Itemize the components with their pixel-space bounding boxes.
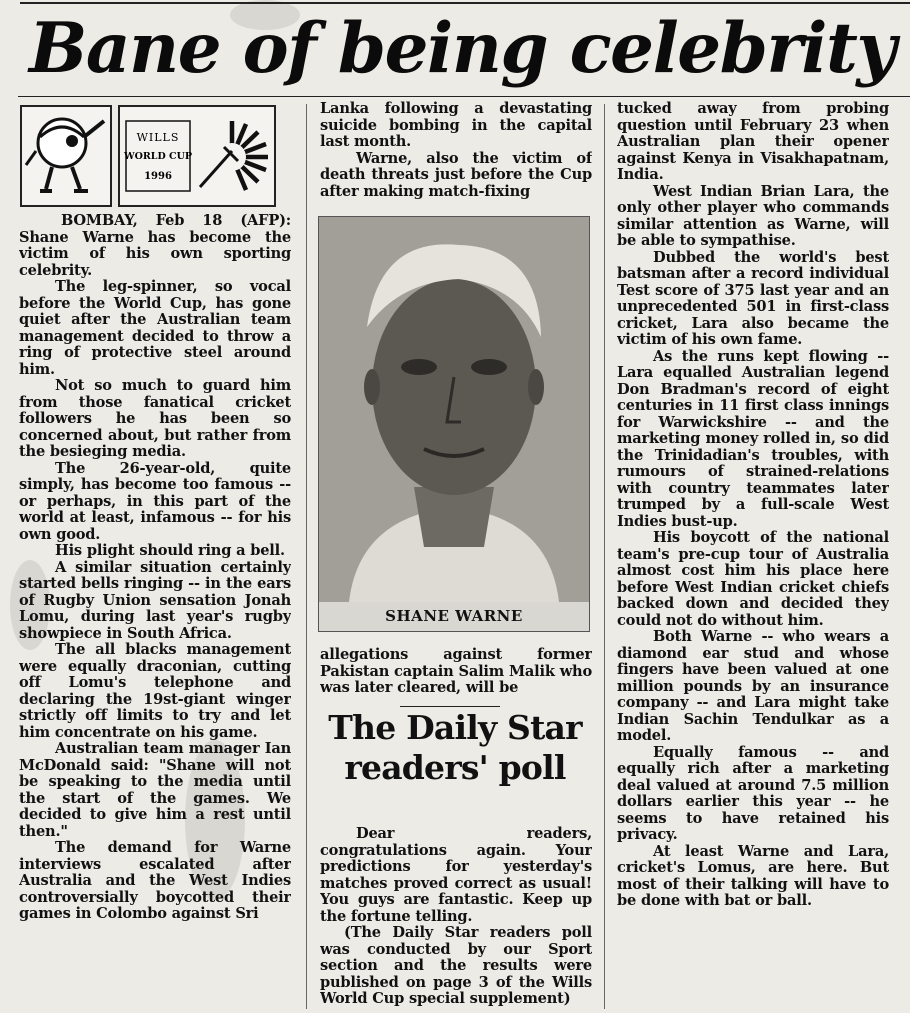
paragraph: The 26-year-old, quite simply, has become too famous -- or perhaps, in this part of the world at least, infamous -- for his own good. — [19, 459, 291, 543]
paper-stain — [230, 0, 300, 30]
poll-text — [320, 826, 592, 1010]
paper-stain — [185, 740, 245, 900]
player-photo — [318, 216, 590, 632]
paragraph: tucked away from probing question until February 23 when Australian plan their opener against Kenya in Visakhapatnam, India. — [617, 101, 889, 183]
poll-rule — [400, 706, 500, 707]
column-divider — [604, 104, 605, 1009]
poll-title-line-1: The Daily Star — [328, 708, 582, 747]
paragraph: allegations against former Pakistan captain Salim Malik who was later cleared, will be — [320, 647, 592, 696]
mascot-logo — [20, 105, 112, 207]
article-column-3 — [617, 101, 889, 1010]
portrait-image — [319, 217, 589, 602]
logo-text-wills: WILLS — [136, 131, 180, 144]
paragraph: His boycott of the national team's pre-cup tour of Australia almost cost him his place here before West Indian cricket chiefs backed down and decided they could not do without him. — [617, 529, 889, 629]
paragraph: West Indian Brian Lara, the only other player who commands similar attention as Warne, will be able to sympathise. — [617, 182, 889, 249]
paper-stain — [10, 560, 50, 650]
paragraph: The demand for Warne interviews escalated after Australia and the West Indies controversially boycotted their games in Colombo against Sri — [19, 839, 291, 922]
logo-text-world-cup: WORLD CUP — [123, 151, 193, 162]
headline-rule — [18, 96, 910, 97]
paragraph: The leg-spinner, so vocal before the World Cup, has gone quiet after the Australian team management decided to throw a ring of protective steel around him. — [19, 278, 291, 378]
poll-title-line-2: readers' poll — [344, 748, 566, 787]
paragraph: Dubbed the world's best batsman after a record individual Test score of 375 last year and an unprecedented 501 in first-class cricket, Lara also became the victim of his own fame. — [617, 248, 889, 348]
article-column-2-continued — [320, 647, 592, 696]
paragraph: BOMBAY, Feb 18 (AFP): Shane Warne has become the victim of his own sporting celebrity. — [19, 213, 291, 279]
paragraph: Australian team manager Ian McDonald said: "Shane will not be speaking to the media until the start of the games. We decided to give him a rest until then." — [19, 740, 291, 840]
headline: Bane of being celebrity — [29, 8, 895, 89]
wills-world-cup-logo — [118, 105, 276, 207]
paragraph: Both Warne -- who wears a diamond ear stud and whose fingers have been valued at one million pounds by an insurance company -- and Lara might take Indian Sachin Tendulkar as a model. — [617, 628, 889, 744]
paragraph: Not so much to guard him from those fanatical cricket followers he has been so concerned about, but rather from the besieging media. — [19, 377, 291, 460]
paragraph: The all blacks management were equally draconian, cutting off Lomu's telephone and declaring the 19st-giant winger strictly off limits to try and let him concentrate on his game. — [19, 641, 291, 741]
paragraph: Lanka following a devastating suicide bombing in the capital last month. — [320, 101, 592, 150]
poll-title — [300, 708, 610, 788]
column-divider — [306, 104, 307, 1009]
paragraph: Dear readers, congratulations again. Your predictions for yesterday's matches proved correct as usual! You guys are fantastic. Keep up the fortune telling. — [320, 826, 592, 925]
cricket-mascot-icon — [22, 107, 110, 205]
paragraph: Equally famous -- and equally rich after a marketing deal valued at around 7.5 million dollars earlier this year -- he seems to have retained his privacy. — [617, 743, 889, 843]
paragraph: As the runs kept flowing -- Lara equalled Australian legend Don Bradman's record of eight centuries in 11 first class innings for Warwickshire -- and the marketing money rolled in, so did the Trinidadian's troubles, with rumours of strained-relations with country teammates later trumped by a full-scale West Indies bust-up. — [617, 347, 889, 530]
logo-text-year: 1996 — [144, 171, 172, 182]
paragraph: His plight should ring a bell. — [55, 542, 285, 559]
paragraph: Warne, also the victim of death threats just before the Cup after making match-fixing — [320, 149, 592, 200]
photo-caption: SHANE WARNE — [385, 607, 523, 625]
paragraph: At least Warne and Lara, cricket's Lomus, are here. But most of their talking will have to be done with bat or ball. — [617, 842, 889, 909]
paragraph: (The Daily Star readers poll was conducted by our Sport section and the results were published on page 3 of the Wills World Cup special supplement) — [320, 924, 592, 1007]
article-column-2-top — [320, 101, 592, 213]
paragraph: A similar situation certainly started bells ringing -- in the ears of Rugby Union sensation Jonah Lomu, during last year's rugby showpiece in South Africa. — [19, 558, 291, 642]
article-column-1 — [19, 213, 291, 1008]
